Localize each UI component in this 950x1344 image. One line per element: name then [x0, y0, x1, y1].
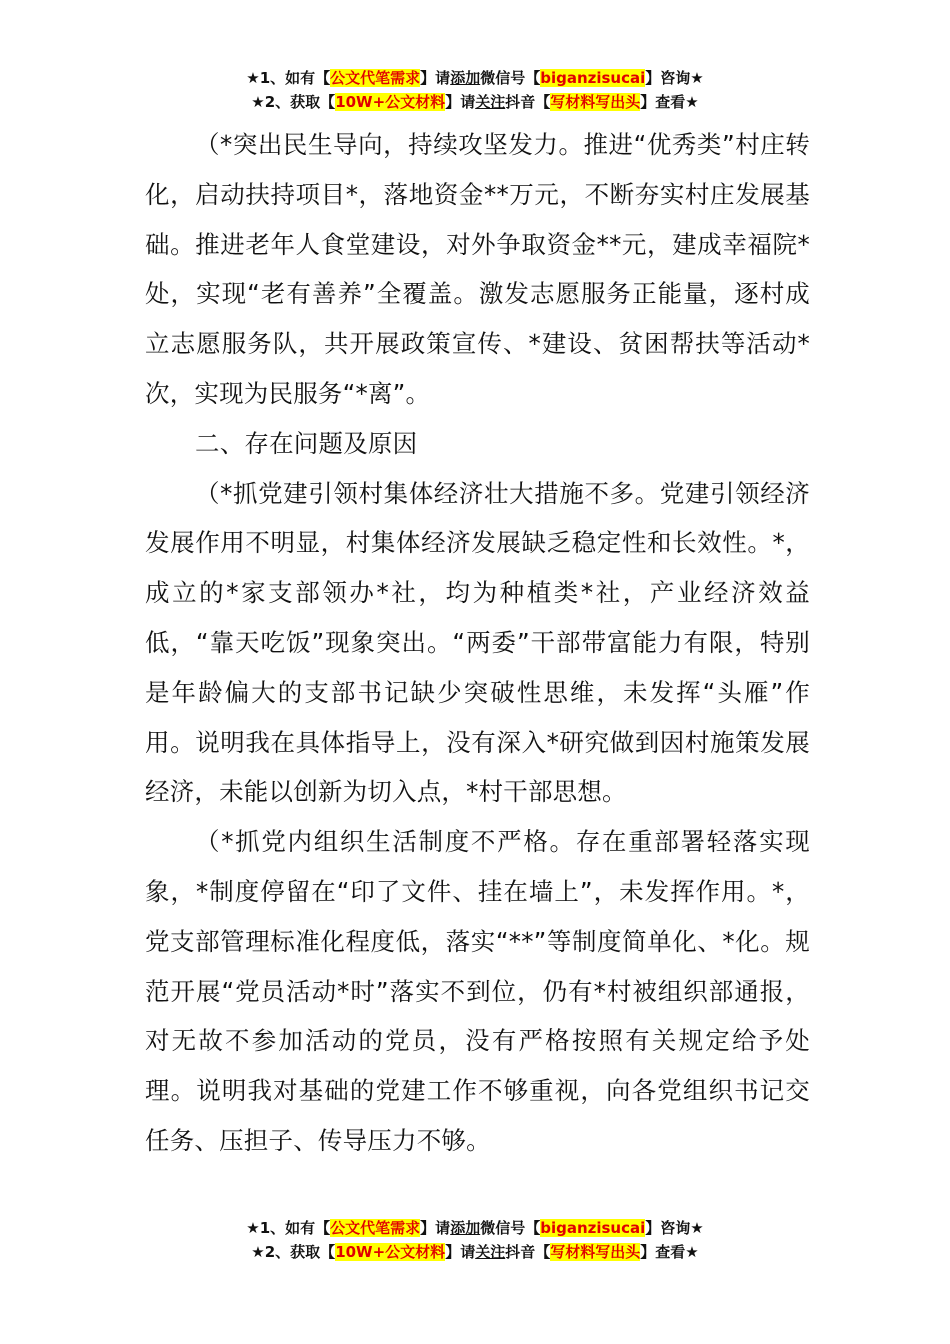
promo-underlined-text: 关注 [475, 93, 506, 111]
promo-highlight: 10W+公文材料 [335, 93, 446, 111]
body-paragraph: （*抓党内组织生活制度不严格。存在重部署轻落实现象，*制度停留在“印了文件、挂在墙上”，未发挥作用。*，党支部管理标准化程度低，落实“**”等制度简单化、*化。规范开展“党员活动*时”落实不到位，仍有*村被组织部通报，对无故不参加活动的党员，没有严格按照有关规定给予处理。说明我对基础的党建工作不够重视，向各党组织书记交任务、压担子、传导压力不够。 [145, 827, 810, 1155]
promo-text: 】查看★ [640, 1243, 699, 1261]
promo-douyin-name: 写材料写出头 [550, 93, 641, 111]
promo-text: 】查看★ [640, 93, 699, 111]
promo-line-2 [0, 1240, 950, 1264]
promo-text: 】请 [445, 1243, 476, 1261]
promo-text: 微信号【 [480, 69, 541, 87]
promo-text: 】请 [420, 1219, 451, 1237]
promo-text: 】咨询★ [645, 69, 704, 87]
promo-text: 抖音【 [505, 93, 551, 111]
promo-text: ★2、获取【 [251, 1243, 336, 1261]
promo-highlight: 公文代笔需求 [330, 1219, 421, 1237]
promo-text: 】请 [420, 69, 451, 87]
section-heading: 二、存在问题及原因 [195, 428, 418, 458]
promo-text: 抖音【 [505, 1243, 551, 1261]
promo-wechat-id: biganzisucai [540, 1219, 646, 1237]
promo-text: 微信号【 [480, 1219, 541, 1237]
body-paragraph: （*抓党建引领村集体经济壮大措施不多。党建引领经济发展作用不明显，村集体经济发展缺乏稳定性和长效性。*，成立的*家支部领办*社，均为种植类*社，产业经济效益低，“靠天吃饭”现象突出。“两委”干部带富能力有限，特别是年龄偏大的支部书记缺少突破性思维，未发挥“头雁”作用。说明我在具体指导上，没有深入*研究做到因村施策发展经济，未能以创新为切入点，*村干部思想。 [145, 478, 810, 807]
footer-promo-banner [0, 1216, 950, 1264]
promo-text: ★2、获取【 [251, 93, 336, 111]
promo-text: 】咨询★ [645, 1219, 704, 1237]
promo-underlined-text: 关注 [475, 1243, 506, 1261]
promo-underlined-text: 添加 [450, 1219, 481, 1237]
promo-line-2 [0, 90, 950, 114]
promo-line-1 [0, 66, 950, 90]
promo-text: ★1、如有【 [246, 1219, 331, 1237]
promo-highlight: 公文代笔需求 [330, 69, 421, 87]
promo-douyin-name: 写材料写出头 [550, 1243, 641, 1261]
promo-text: 】请 [445, 93, 476, 111]
document-body [145, 120, 810, 1166]
promo-underlined-text: 添加 [450, 69, 481, 87]
promo-text: ★1、如有【 [246, 69, 331, 87]
header-promo-banner [0, 66, 950, 114]
promo-highlight: 10W+公文材料 [335, 1243, 446, 1261]
body-paragraph: （*突出民生导向，持续攻坚发力。推进“优秀类”村庄转化，启动扶持项目*，落地资金**万元，不断夯实村庄发展基础。推进老年人食堂建设，对外争取资金**元，建成幸福院*处，实现“老有善养”全覆盖。激发志愿服务正能量，逐村成立志愿服务队，共开展政策宣传、*建设、贫困帮扶等活动*次，实现为民服务“*离”。 [145, 130, 810, 408]
promo-line-1 [0, 1216, 950, 1240]
promo-wechat-id: biganzisucai [540, 69, 646, 87]
